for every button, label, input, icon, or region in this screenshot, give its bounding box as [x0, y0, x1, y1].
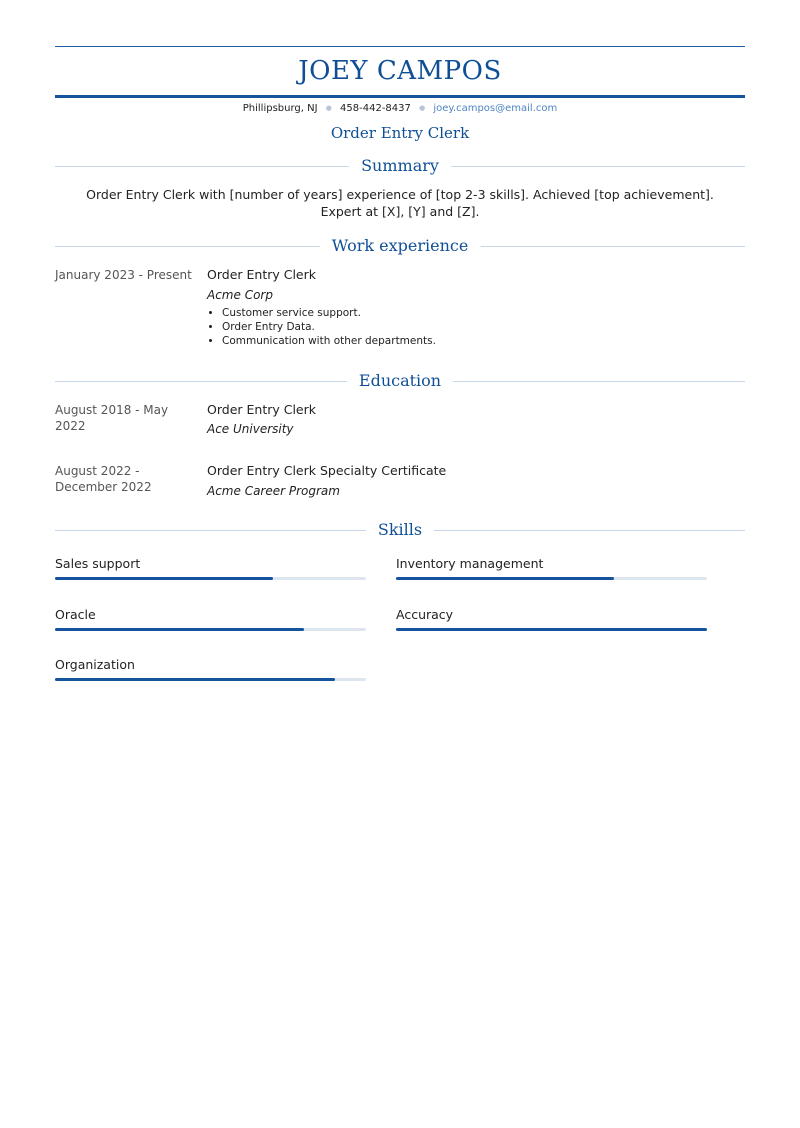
skill-bar-fill — [396, 577, 614, 580]
skill-name: Accuracy — [396, 607, 454, 622]
skill-bar-fill — [55, 577, 273, 580]
skill-name: Inventory management — [396, 556, 544, 571]
skill-bar-track — [396, 628, 707, 631]
education-school: Ace University — [207, 422, 294, 436]
work-role: Order Entry Clerk — [207, 267, 316, 282]
section-title: Summary — [349, 156, 451, 175]
skill-item — [55, 657, 366, 672]
skill-item — [55, 607, 366, 622]
name-underline — [55, 95, 745, 98]
skill-item — [55, 556, 366, 571]
work-bullets — [207, 306, 436, 348]
education-dates: August 2022 - December 2022 — [55, 464, 152, 494]
skill-bar-track — [55, 577, 366, 580]
section-title: Skills — [366, 520, 434, 539]
email-link[interactable]: joey.campos@email.com — [433, 103, 558, 114]
skill-name: Sales support — [55, 556, 141, 571]
separator-dot-icon: ● — [419, 104, 426, 112]
skill-bar-fill — [55, 678, 335, 681]
skill-item — [396, 607, 707, 622]
skill-bar-fill — [55, 628, 304, 631]
headline: Order Entry Clerk — [330, 124, 470, 142]
section-skills — [55, 520, 745, 542]
section-title: Work experience — [320, 236, 481, 255]
skill-bar-fill — [396, 628, 707, 631]
skill-bar-track — [55, 678, 366, 681]
education-degree: Order Entry Clerk — [207, 402, 316, 417]
location: Phillipsburg, NJ — [242, 103, 318, 114]
education-school: Acme Career Program — [207, 484, 340, 498]
list-item: • Communication with other departments. — [222, 334, 436, 348]
section-summary — [55, 156, 745, 178]
top-rule — [55, 46, 745, 47]
work-company: Acme Corp — [207, 288, 273, 302]
list-item: • Order Entry Data. — [222, 320, 436, 334]
skill-bar-track — [55, 628, 366, 631]
work-dates: January 2023 - Present — [55, 268, 192, 282]
skill-name: Organization — [55, 657, 135, 672]
candidate-name: JOEY CAMPOS — [298, 56, 502, 86]
skill-bar-track — [396, 577, 707, 580]
education-degree: Order Entry Clerk Specialty Certificate — [207, 463, 447, 478]
skill-item — [396, 556, 707, 571]
phone: 458-442-8437 — [340, 103, 411, 114]
section-education — [55, 371, 745, 393]
separator-dot-icon: ● — [325, 104, 332, 112]
section-work-experience — [55, 236, 745, 258]
section-title: Education — [347, 371, 453, 390]
skill-name: Oracle — [55, 607, 96, 622]
contact-line — [0, 103, 800, 114]
list-item: • Customer service support. — [222, 306, 436, 320]
education-dates: August 2018 - May 2022 — [55, 403, 169, 433]
summary-text: Order Entry Clerk with [number of years] experience of [top 2-3 skills]. Achieved [top achievement]. Expert at [X], [Y] and [Z]. — [86, 187, 714, 219]
